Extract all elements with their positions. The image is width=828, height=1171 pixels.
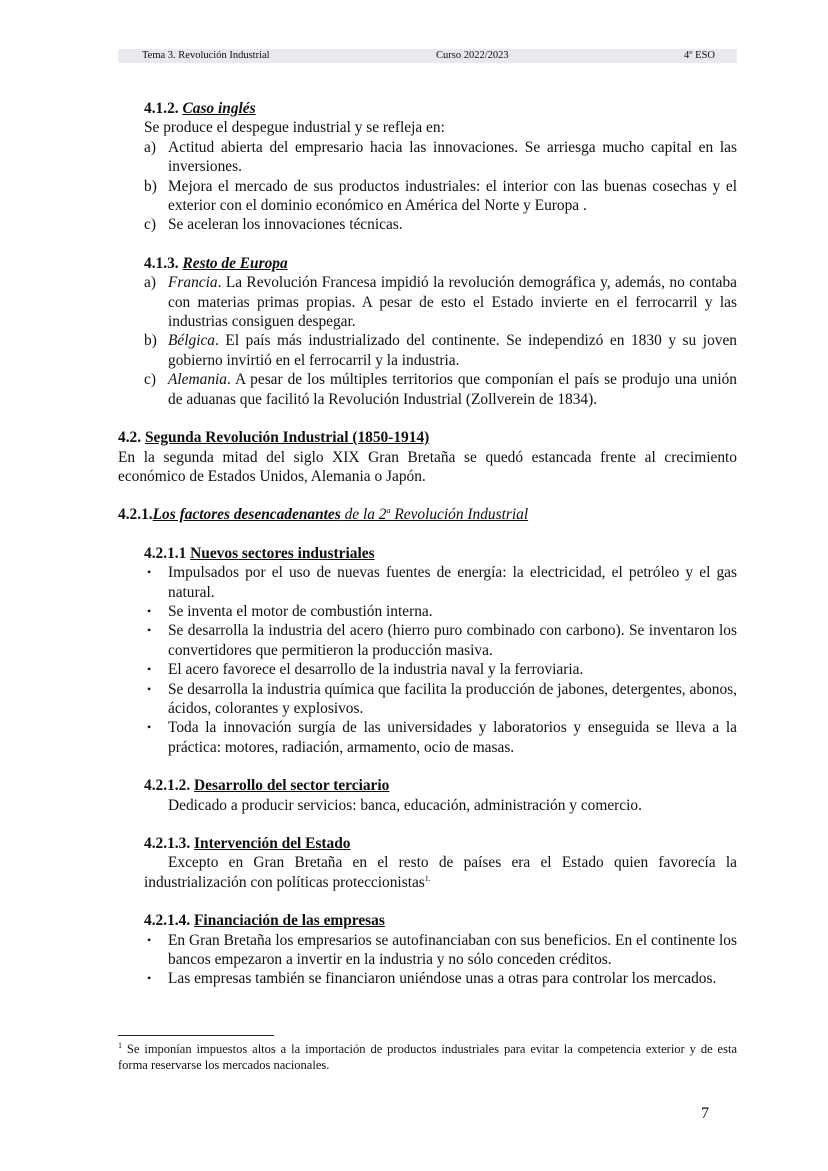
section-4-2-heading: [118, 428, 737, 447]
section-4-2-1-heading: 4.2.1.Los factores desencadenantes de la 2$^a$ Revolución Industrial: [118, 506, 529, 524]
section-4-2-1-2-text: Dedicado a producir servicios: banca, educación, administración y comercio.: [168, 796, 642, 814]
section-4-2-1-2-heading: [144, 776, 737, 795]
list-item: a) Francia. La Revolución Francesa impidió la revolución demográfica y, además, no contaba con materias primas propias. A pesar de esto el Estado invierte en el ferrocarril y las industrias consiguen despegar.: [144, 274, 737, 331]
list-item: • En Gran Bretaña los empresarios se autofinanciaban con sus beneficios. En el continente los bancos empezaron a invertir en la industria y no sólo conceden créditos.: [147, 931, 737, 969]
section-title: Financiación de las empresas: [194, 912, 385, 930]
footnote-reference: 1.: [424, 873, 431, 883]
list-item: c) Alemania. A pesar de los múltiples territorios que componían el país se produjo una unión de aduanas que facilitó la Revolución Industrial (Zollverein de 1834).: [144, 371, 737, 408]
section-number: 4.1.3.: [144, 254, 183, 272]
list-item: • Se inventa el motor de combustión interna.: [147, 602, 433, 620]
header-course: Curso 2022/2023: [436, 50, 509, 61]
section-4-2-1-3-heading: [144, 834, 737, 853]
list-item: b) Bélgica. El país más industrializado del continente. Se independizó en 1830 y su joven gobierno invirtió en el ferrocarril y la industria.: [144, 332, 737, 369]
section-title: Segunda Revolución Industrial (1850-1914): [144, 429, 430, 447]
section-4-2-1-1-heading: [144, 544, 737, 563]
list-item: • Las empresas también se financiaron uniéndose unas a otras para controlar los mercados.: [147, 970, 717, 988]
section-number: 4.2.1.3.: [144, 835, 195, 852]
footnote-separator: [118, 1035, 274, 1036]
section-number: 4.2.1.4.: [144, 912, 195, 930]
section-title: Intervención del Estado: [194, 835, 351, 852]
section-4-1-2-heading: [144, 99, 737, 118]
page-header: [118, 49, 737, 63]
section-4-2-1-4-heading: [144, 911, 737, 930]
section-4-1-3-heading: [144, 254, 737, 273]
section-number: 4.2.1.1: [144, 544, 191, 562]
section-number: 4.1.2.: [144, 100, 183, 117]
section-number: 4.2.: [118, 429, 145, 447]
footnote: $^1$ Se imponían impuestos altos a la importación de productos industriales para evitar la competencia exterior y de esta forma reservarse los mercados nacionales.: [118, 1040, 737, 1072]
section-title: Desarrollo del sector terciario: [194, 777, 390, 795]
list-item: a) Actitud abierta del empresario hacia las innovaciones. Se arriesga mucho capital en las inversiones.: [144, 138, 737, 176]
header-level: 4º ESO: [684, 50, 715, 61]
footnote-mark: 1: [118, 1040, 122, 1050]
section-number: 4.2.1.2.: [144, 777, 195, 795]
section-number: 4.2.1.: [118, 506, 153, 524]
list-item: • Se desarrolla la industria química que facilita la producción de jabones, detergentes, abonos, ácidos, colorantes y explosivos.: [147, 680, 737, 717]
list-item: • Se desarrolla la industria del acero (hierro puro combinado con carbono). Se inventaron los convertidores que permitieron la producción masiva.: [147, 622, 737, 659]
list-item: c) Se aceleran los innovaciones técnicas.: [144, 216, 403, 234]
section-4-1-2-intro: Se produce el despegue industrial y se refleja en:: [144, 119, 445, 137]
list-item: b) Mejora el mercado de sus productos industriales: el interior con las buenas cosechas y el exterior con el dominio económico en América del Norte y Europa .: [144, 177, 737, 215]
header-topic: Tema 3. Revolución Industrial: [142, 50, 270, 61]
section-title: Resto de Europa: [182, 254, 288, 272]
list-item: • Impulsados por el uso de nuevas fuentes de energía: la electricidad, el petróleo y el gas natural.: [147, 564, 737, 601]
page-number: 7: [701, 1105, 709, 1122]
section-4-2-text: En la segunda mitad del siglo XIX Gran Bretaña se quedó estancada frente al crecimiento económico de Estados Unidos, Alemania o Japón.: [118, 448, 737, 485]
section-4-2-1-3-text: Excepto en Gran Bretaña en el resto de países era el Estado quien favorecía la industrialización con políticas proteccionistas$^{1.}$: [144, 854, 737, 891]
list-item: • El acero favorece el desarrollo de la industria naval y la ferroviaria.: [147, 661, 584, 679]
page-body: [118, 99, 737, 989]
section-title: Nuevos sectores industriales: [190, 544, 375, 562]
list-item: • Toda la innovación surgía de las universidades y laboratorios y enseguida se lleva a la práctica: motores, radiación, armamento, ocio de masas.: [147, 719, 737, 756]
section-title: Caso inglés: [182, 100, 256, 117]
